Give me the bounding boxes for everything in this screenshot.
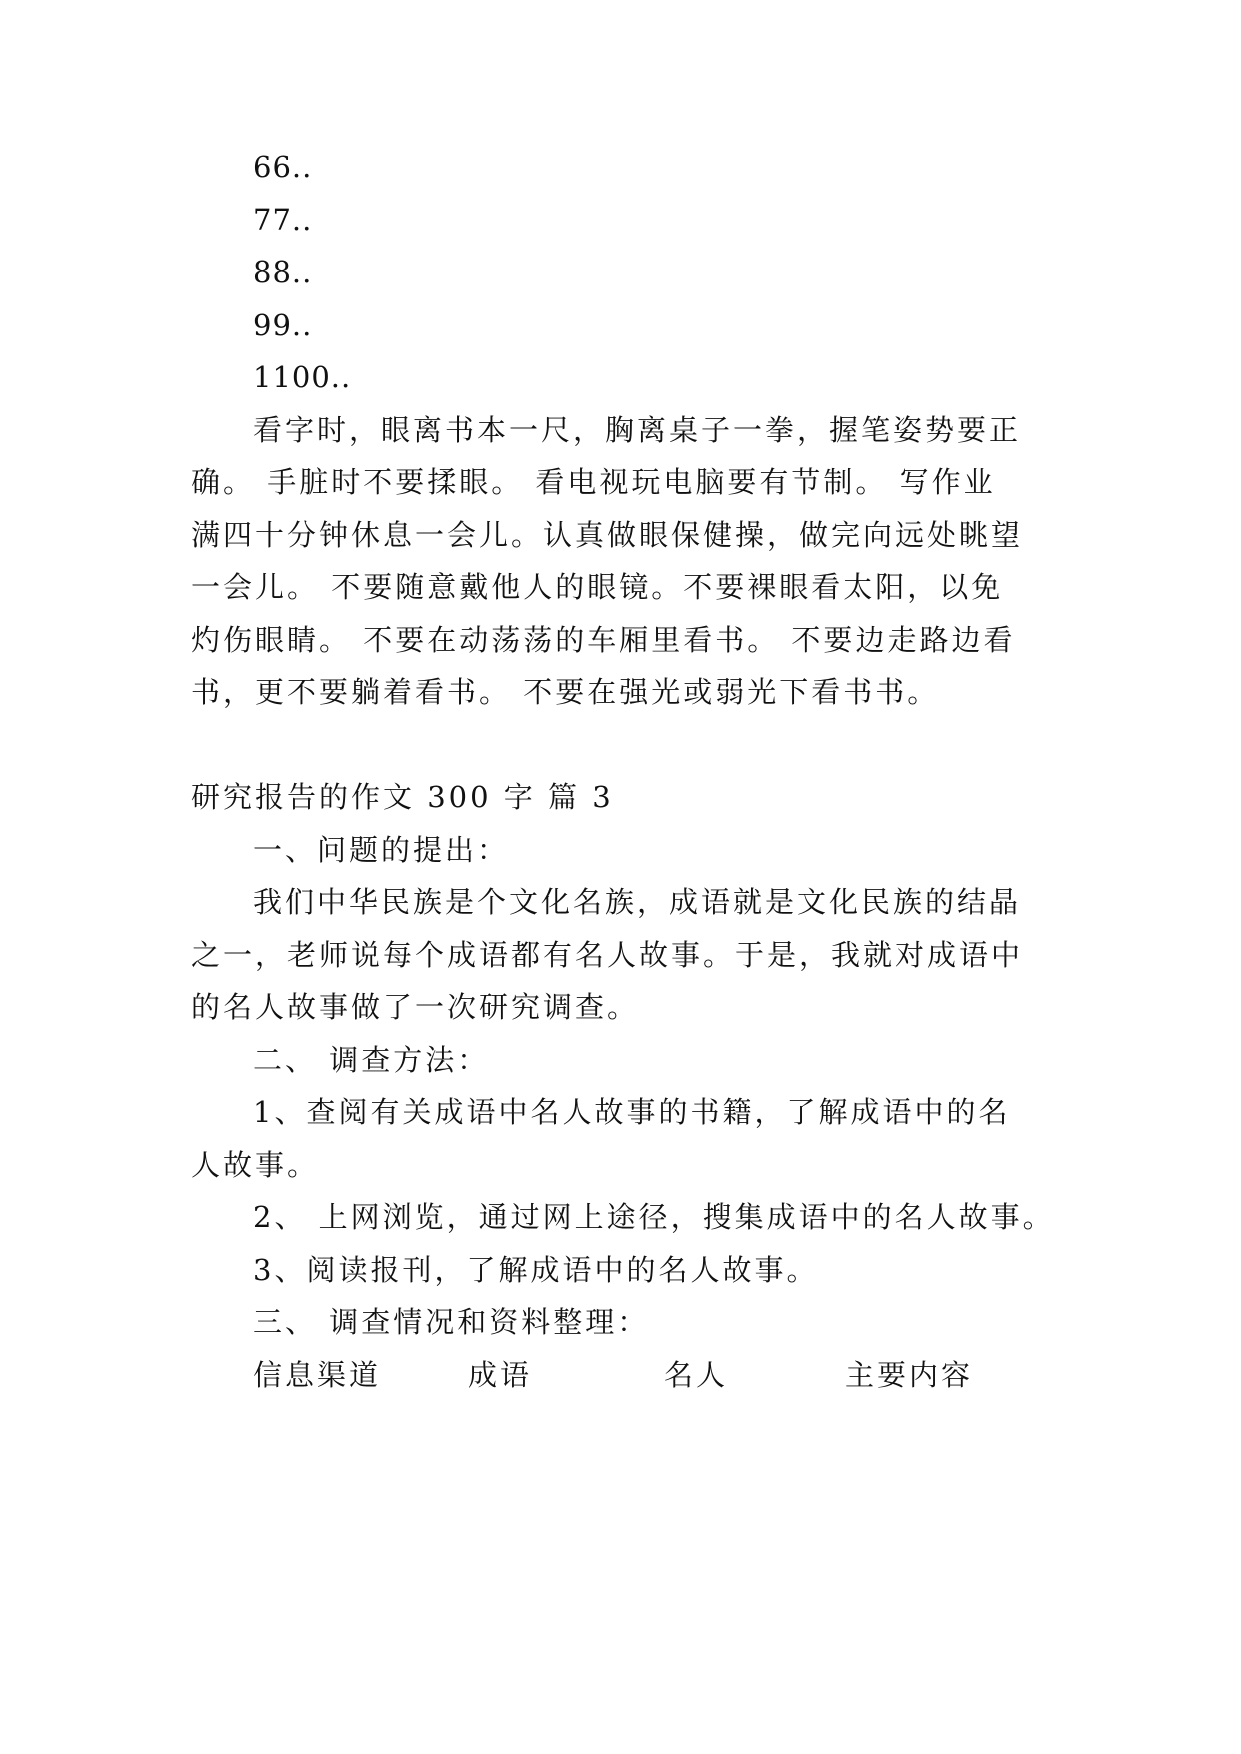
table-header-cell: 成语 (468, 1358, 533, 1392)
table-header-cell: 名人 (664, 1358, 729, 1392)
paragraph-line: 书，更不要躺着看书。 不要在强光或弱光下看书书。 (191, 675, 940, 709)
survey-heading: 三、 调查情况和资料整理： (253, 1305, 650, 1339)
paragraph-line: 之一，老师说每个成语都有名人故事。于是，我就对成语中 (191, 938, 1024, 972)
list-item: 99.. (253, 308, 313, 342)
list-item: 88.. (253, 255, 313, 289)
paragraph-line: 的名人故事做了一次研究调查。 (191, 990, 640, 1024)
paragraph-line: 满四十分钟休息一会儿。认真做眼保健操，做完向远处眺望 (191, 518, 1024, 552)
list-item: 66.. (253, 150, 313, 184)
paragraph-line: 看字时，眼离书本一尺，胸离桌子一拳，握笔姿势要正 (253, 413, 1022, 447)
paragraph-line: 确。 手脏时不要揉眼。 看电视玩电脑要有节制。 写作业 (191, 465, 996, 499)
section-title: 研究报告的作文 300 字 篇 3 (191, 780, 614, 814)
method-heading: 二、 调查方法： (253, 1043, 490, 1077)
method-item: 1、查阅有关成语中名人故事的书籍，了解成语中的名 (253, 1095, 1011, 1129)
paragraph-line: 我们中华民族是个文化名族，成语就是文化民族的结晶 (253, 885, 1022, 919)
method-item-continuation: 人故事。 (191, 1148, 320, 1182)
list-item: 77.. (253, 203, 313, 237)
problem-heading: 一、问题的提出： (253, 833, 510, 867)
method-item: 2、 上网浏览，通过网上途径，搜集成语中的名人故事。 (253, 1200, 1055, 1234)
method-item: 3、阅读报刊，了解成语中的名人故事。 (253, 1253, 819, 1287)
paragraph-line: 一会儿。 不要随意戴他人的眼镜。不要裸眼看太阳，以免 (191, 570, 1004, 604)
list-item: 1100.. (253, 360, 352, 394)
table-header-cell: 主要内容 (845, 1358, 974, 1392)
table-header-cell: 信息渠道 (253, 1358, 382, 1392)
paragraph-line: 灼伤眼睛。 不要在动荡荡的车厢里看书。 不要边走路边看 (191, 623, 1016, 657)
